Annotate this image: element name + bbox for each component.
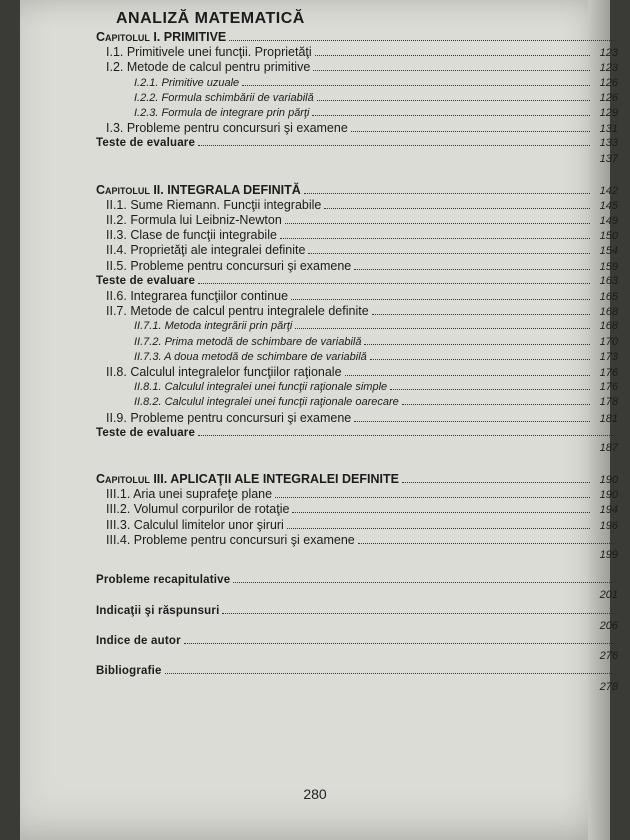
- entry-label: Bibliografie: [96, 665, 162, 678]
- entry-page: 159: [599, 260, 618, 273]
- tests-label: Teste de evaluare: [96, 274, 196, 287]
- entry-page: 196: [599, 519, 618, 532]
- entry-page: 163: [599, 274, 618, 287]
- toc-entry: [96, 319, 618, 334]
- toc-entry: [96, 198, 618, 213]
- entry-page: 131: [599, 123, 618, 136]
- table-of-contents: [96, 8, 618, 695]
- toc-page-only: [96, 649, 618, 664]
- dot-leader: [295, 328, 590, 329]
- toc-entry: [96, 121, 618, 136]
- entry-label: II.5. Probleme pentru concursuri şi examene: [106, 258, 352, 273]
- toc-entry: [96, 60, 618, 75]
- entry-label: I.2.3. Formula de integrare prin părţi: [134, 106, 310, 119]
- dot-leader: [304, 193, 590, 194]
- dot-leader: [370, 359, 590, 360]
- toc-entry: [96, 487, 618, 502]
- toc-entry: [96, 259, 618, 274]
- entry-page: 206: [599, 619, 618, 632]
- dot-leader: [280, 238, 590, 239]
- dot-leader: [324, 208, 590, 209]
- dot-leader: [285, 223, 590, 224]
- entry-page: 187: [599, 441, 618, 454]
- dot-leader: [317, 100, 590, 101]
- entry-label: Indice de autor: [96, 634, 181, 647]
- chapter-1-heading: [96, 30, 618, 45]
- entry-label: II.8.1. Calculul integralei unei funcţii raţionale simple: [134, 381, 388, 394]
- entry-page: 190: [599, 489, 618, 502]
- book-page: [20, 0, 618, 840]
- entry-label: II.7. Metode de calcul pentru integralele definite: [106, 304, 369, 319]
- dot-leader: [372, 314, 590, 315]
- entry-label: I.3. Probleme pentru concursuri şi examene: [106, 121, 348, 136]
- book-title: ANALIZĂ MATEMATICĂ: [116, 10, 305, 27]
- entry-page: 126: [599, 91, 618, 104]
- entry-label: I.2.1. Primitive uzuale: [134, 76, 240, 89]
- entry-page: 199: [599, 549, 618, 561]
- entry-page: 170: [599, 335, 618, 348]
- entry-label: II.3. Clase de funcţii integrabile: [106, 228, 277, 243]
- dot-leader: [222, 613, 618, 614]
- toc-entry: [96, 502, 618, 517]
- dot-leader: [351, 131, 590, 132]
- toc-entry: [96, 335, 618, 350]
- entry-label: II.4. Proprietăţi ale integralei definite: [106, 243, 306, 258]
- entry-page: 150: [599, 230, 618, 243]
- dot-leader: [312, 115, 590, 116]
- entry-label: I.2. Metode de calcul pentru primitive: [106, 60, 311, 75]
- toc-entry: [96, 533, 618, 548]
- dot-leader: [165, 673, 618, 674]
- entry-label: II.9. Probleme pentru concursuri şi examene: [106, 410, 352, 425]
- toc-entry: [96, 274, 618, 289]
- dot-leader: [345, 375, 590, 376]
- entry-label: Probleme recapitulative: [96, 574, 231, 587]
- toc-entry: [96, 76, 618, 91]
- toc-entry: [96, 228, 618, 243]
- dot-leader: [275, 497, 590, 498]
- entry-page: 145: [599, 199, 618, 212]
- toc-entry: [96, 365, 618, 380]
- dot-leader: [287, 528, 590, 529]
- entry-page: 137: [599, 152, 618, 165]
- toc-entry: [96, 304, 618, 319]
- entry-page: 149: [599, 215, 618, 228]
- entry-page: 178: [599, 396, 618, 409]
- toc-entry: [96, 106, 618, 121]
- entry-label: III.4. Probleme pentru concursuri şi examene: [106, 532, 355, 547]
- toc-entry: [96, 664, 618, 679]
- chapter-2-heading: [96, 183, 618, 198]
- entry-page: 133: [599, 137, 618, 150]
- entry-page: 173: [599, 350, 618, 363]
- toc-entry: [96, 426, 618, 441]
- toc-entry: [96, 91, 618, 106]
- toc-page-only: [96, 441, 618, 456]
- dot-leader: [291, 299, 590, 300]
- entry-label: II.2. Formula lui Leibniz-Newton: [106, 213, 282, 228]
- toc-entry: [96, 604, 618, 619]
- entry-page: 190: [599, 474, 618, 487]
- entry-label: III.2. Volumul corpurilor de rotaţie: [106, 502, 290, 517]
- entry-label: II.8.2. Calculul integralei unei funcţii raţionale oarecare: [134, 396, 399, 409]
- dot-leader: [233, 582, 618, 583]
- entry-label: II.7.2. Prima metodă de schimbare de variabilă: [134, 335, 362, 348]
- page-number: 280: [303, 786, 327, 802]
- toc-entry: [96, 213, 618, 228]
- dot-leader: [184, 643, 618, 644]
- toc-page-only: [96, 619, 618, 634]
- toc-entry: [96, 350, 618, 365]
- toc-entry: [96, 573, 618, 588]
- entry-label: II.1. Sume Riemann. Funcţii integrabile: [106, 197, 322, 212]
- entry-label: II.8. Calculul integralelor funcţiilor raţionale: [106, 364, 342, 379]
- toc-entry: [96, 243, 618, 258]
- chapter-2-label: Capitolul II. INTEGRALA DEFINITĂ: [96, 182, 301, 197]
- dot-leader: [364, 344, 590, 345]
- toc-entry: [96, 289, 618, 304]
- toc-entry: [96, 380, 618, 395]
- entry-label: III.3. Calculul limitelor unor şiruri: [106, 517, 284, 532]
- chapter-3-label: Capitolul III. APLICAŢII ALE INTEGRALEI DEFINITE: [96, 472, 399, 487]
- toc-page-only: [96, 152, 618, 167]
- dot-leader: [198, 145, 590, 146]
- dot-leader: [313, 70, 590, 71]
- dot-leader: [242, 85, 590, 86]
- dot-leader: [402, 404, 590, 405]
- dot-leader: [315, 55, 590, 56]
- entry-page: 168: [599, 306, 618, 319]
- entry-page: 176: [599, 381, 618, 394]
- entry-page: 278: [599, 680, 618, 693]
- dot-leader: [402, 482, 590, 483]
- entry-page: 126: [599, 76, 618, 89]
- dot-leader: [390, 389, 590, 390]
- toc-entry: [96, 45, 618, 60]
- toc-entry: [96, 634, 618, 649]
- tests-label: Teste de evaluare: [96, 137, 196, 150]
- dot-leader: [358, 543, 618, 544]
- entry-page: 181: [599, 412, 618, 425]
- entry-label: Indicaţii şi răspunsuri: [96, 604, 220, 617]
- entry-page: 123: [599, 47, 618, 60]
- entry-page: 276: [599, 650, 618, 663]
- chapter-3-heading: [96, 472, 618, 487]
- entry-label: II.6. Integrarea funcţiilor continue: [106, 289, 289, 303]
- toc-entry: [96, 411, 618, 426]
- entry-page: 194: [599, 504, 618, 517]
- toc-page-only: [96, 680, 618, 695]
- dot-leader: [354, 421, 590, 422]
- toc-entry: [96, 395, 618, 410]
- entry-page: 168: [599, 320, 618, 333]
- entry-page: 165: [599, 291, 618, 303]
- entry-page: 154: [599, 245, 618, 258]
- toc-entry: [96, 518, 618, 533]
- entry-page: 201: [599, 589, 618, 602]
- dot-leader: [198, 283, 590, 284]
- entry-page: 176: [599, 366, 618, 379]
- dot-leader: [292, 512, 590, 513]
- toc-entry: [96, 136, 618, 151]
- dot-leader: [354, 269, 590, 270]
- toc-page-only: [96, 588, 618, 603]
- chapter-1-label: Capitolul I. PRIMITIVE: [96, 30, 227, 44]
- dot-leader: [198, 435, 618, 436]
- entry-page: 129: [599, 106, 618, 119]
- entry-label: III.1. Aria unei suprafeţe plane: [106, 487, 273, 502]
- entry-label: I.1. Primitivele unei funcţii. Proprietăţi: [106, 45, 312, 60]
- entry-page: 142: [599, 184, 618, 197]
- dot-leader: [308, 253, 590, 254]
- entry-label: II.7.3. A doua metodă de schimbare de variabilă: [134, 350, 367, 363]
- entry-label: I.2.2. Formula schimbării de variabilă: [134, 91, 314, 104]
- entry-label: II.7.1. Metoda integrării prin părţi: [134, 320, 293, 333]
- entry-page: 123: [599, 62, 618, 75]
- toc-page-only: [96, 548, 618, 563]
- tests-label: Teste de evaluare: [96, 426, 196, 439]
- dot-leader: [229, 40, 618, 41]
